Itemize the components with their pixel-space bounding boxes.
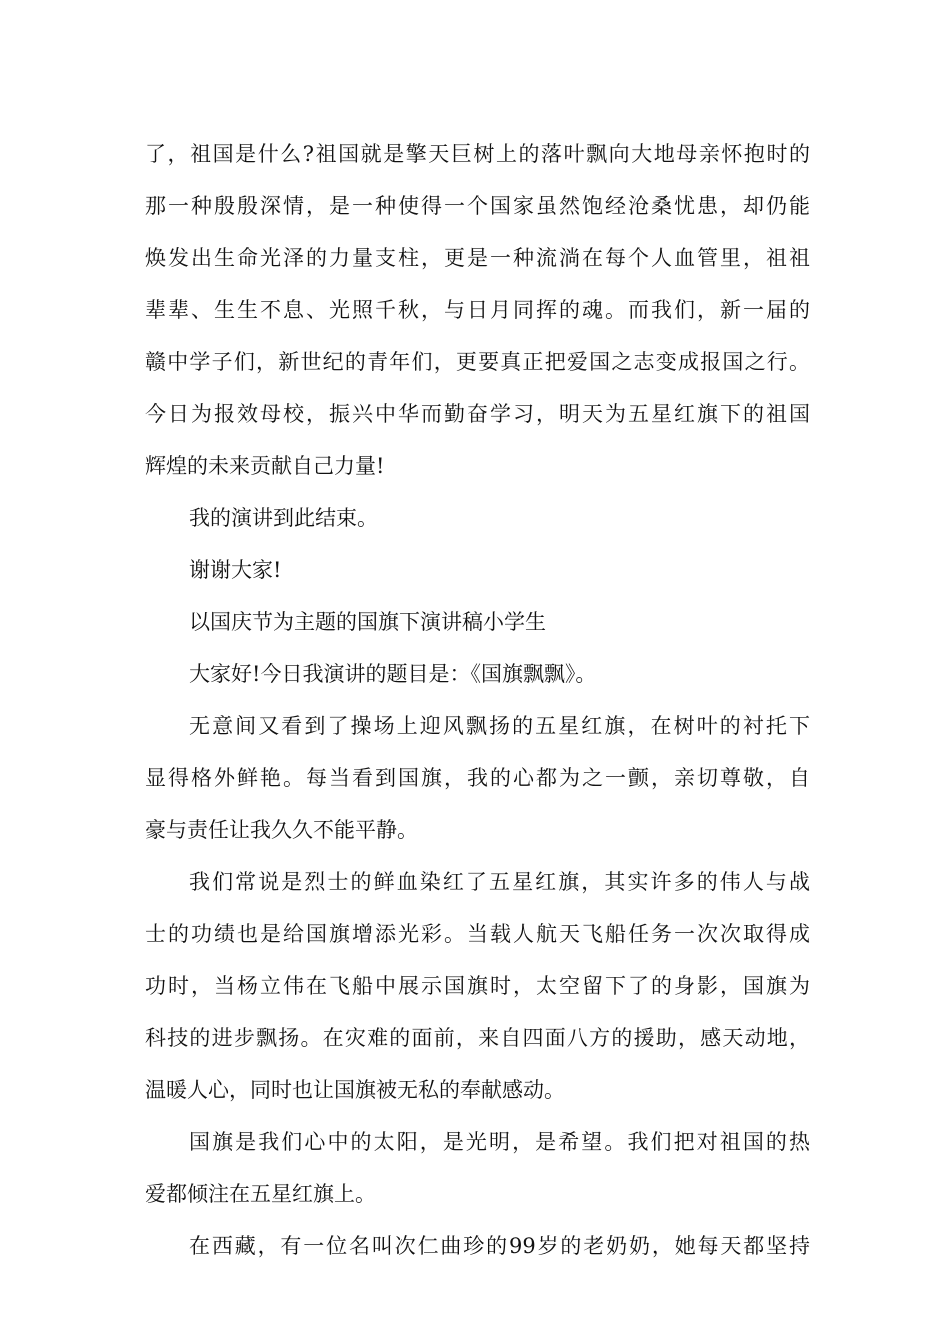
text-line: 焕发出生命光泽的力量支柱，更是一种流淌在每个人血管里，祖祖 <box>145 246 810 270</box>
text-line: 士的功绩也是给国旗增添光彩。当载人航天飞船任务一次次取得成 <box>145 922 810 946</box>
text-line: 了，祖国是什么?祖国就是擎天巨树上的落叶飘向大地母亲怀抱时的 <box>145 142 810 166</box>
text-line: 以国庆节为主题的国旗下演讲稿小学生 <box>189 610 546 634</box>
text-line: 功时，当杨立伟在飞船中展示国旗时，太空留下了的身影，国旗为 <box>145 974 810 998</box>
text-line: 显得格外鲜艳。每当看到国旗，我的心都为之一颤，亲切尊敬，自 <box>145 766 810 790</box>
text-line: 在西藏，有一位名叫次仁曲珍的99岁的老奶奶，她每天都坚持 <box>189 1234 810 1258</box>
text-line: 科技的进步飘扬。在灾难的面前，来自四面八方的援助，感天动地， <box>145 1026 810 1050</box>
text-line: 谢谢大家! <box>189 558 282 582</box>
text-line: 我的演讲到此结束。 <box>189 506 378 530</box>
text-line: 大家好!今日我演讲的题目是：《国旗飘飘》。 <box>189 662 597 686</box>
text-line: 赣中学子们，新世纪的青年们，更要真正把爱国之志变成报国之行。 <box>145 350 810 374</box>
text-line: 无意间又看到了操场上迎风飘扬的五星红旗，在树叶的衬托下 <box>189 714 810 738</box>
text-line: 辈辈、生生不息、光照千秋，与日月同挥的魂。而我们，新一届的 <box>145 298 810 322</box>
text-line: 那一种殷殷深情，是一种使得一个国家虽然饱经沧桑忧患，却仍能 <box>145 194 810 218</box>
text-line: 温暖人心，同时也让国旗被无私的奉献感动。 <box>145 1078 565 1102</box>
document-body <box>145 128 810 1272</box>
text-line: 今日为报效母校，振兴中华而勤奋学习，明天为五星红旗下的祖国 <box>145 402 810 426</box>
text-line: 我们常说是烈士的鲜血染红了五星红旗，其实许多的伟人与战 <box>189 870 810 894</box>
text-line: 辉煌的未来贡献自己力量! <box>145 454 385 478</box>
text-line: 国旗是我们心中的太阳，是光明，是希望。我们把对祖国的热 <box>189 1130 810 1154</box>
text-line: 爱都倾注在五星红旗上。 <box>145 1182 376 1206</box>
text-line: 豪与责任让我久久不能平静。 <box>145 818 418 842</box>
